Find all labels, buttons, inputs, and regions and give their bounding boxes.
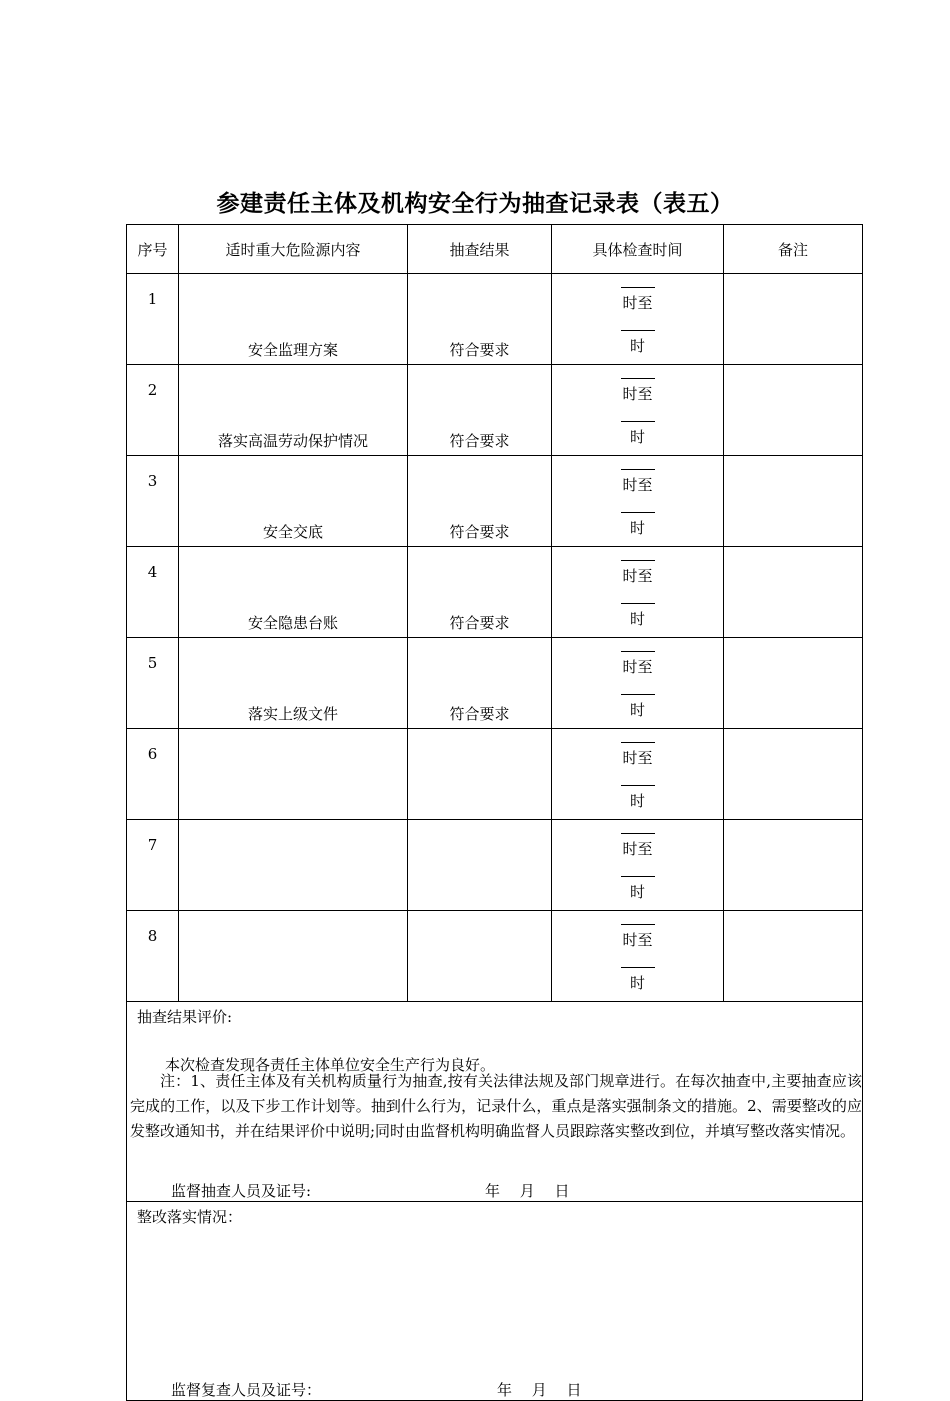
blank-line: [621, 821, 655, 834]
time-end: 时: [629, 792, 645, 810]
table-row: [127, 638, 863, 729]
row-time: [552, 274, 724, 365]
time-end: 时: [629, 519, 645, 537]
row-time: [552, 729, 724, 820]
table-row: [127, 547, 863, 638]
evaluation-signer-label: 监督抽查人员及证号:: [171, 1182, 312, 1200]
row-time: [552, 456, 724, 547]
blank-line: [621, 457, 655, 470]
blank-line: [621, 591, 655, 604]
row-result: [408, 729, 552, 820]
row-number-text: 1: [147, 290, 158, 308]
table-row: [127, 456, 863, 547]
footnote: 注：1、责任主体及有关机构质量行为抽查,按有关法律法规及部门规章进行。在每次抽查中,主要抽查应该完成的工作，以及下步工作计划等。抽到什么行为，记录什么，重点是落实强制条文的措施。2、需要整改的应发整改通知书，并在结果评价中说明;同时由监督机构明确监督人员跟踪落实整改到位，并填写整改落实情况。: [130, 1072, 862, 1140]
row-number: [127, 456, 179, 547]
row-remark: [724, 729, 863, 820]
row-number: [127, 820, 179, 911]
blank-line: [621, 500, 655, 513]
row-content-text: [179, 906, 407, 910]
table-row: [127, 729, 863, 820]
time-mid: 时至: [622, 658, 653, 676]
rectification-section: [127, 1202, 863, 1401]
row-remark: [724, 365, 863, 456]
row-time-text: [552, 911, 723, 1001]
time-mid: 时至: [622, 385, 653, 403]
blank-line: [621, 409, 655, 422]
table-row: [127, 820, 863, 911]
rectification-date: 年 月 日: [497, 1381, 582, 1399]
row-result-text: 符合要求: [449, 341, 510, 359]
row-number: [127, 547, 179, 638]
row-result-text: [408, 997, 551, 1001]
row-number-text: 8: [147, 927, 158, 945]
row-content-text: 安全监理方案: [247, 341, 338, 359]
blank-line: [621, 366, 655, 379]
evaluation-label: 抽查结果评价:: [137, 1008, 233, 1026]
row-result-text: 符合要求: [449, 523, 510, 541]
row-content-text: 安全交底: [262, 523, 323, 541]
row-remark: [724, 274, 863, 365]
row-content: [179, 729, 408, 820]
blank-line: [621, 548, 655, 561]
row-content-text: [179, 997, 407, 1001]
row-time-text: [552, 820, 723, 910]
blank-line: [621, 318, 655, 331]
row-content: [179, 365, 408, 456]
row-content: [179, 638, 408, 729]
row-time: [552, 547, 724, 638]
row-result: [408, 911, 552, 1002]
time-end: 时: [629, 883, 645, 901]
row-time-text: [552, 638, 723, 728]
row-result-text: 符合要求: [449, 614, 510, 632]
blank-line: [621, 275, 655, 288]
blank-line: [621, 864, 655, 877]
row-number: [127, 911, 179, 1002]
header-remark: 备注: [724, 225, 863, 274]
row-number-text: 6: [147, 745, 158, 763]
time-mid: 时至: [622, 294, 653, 312]
evaluation-body: 本次检查发现各责任主体单位安全生产行为良好。: [165, 1056, 496, 1074]
header-num: 序号: [127, 225, 179, 274]
row-time-text: [552, 365, 723, 455]
blank-line: [621, 912, 655, 925]
time-end: 时: [629, 610, 645, 628]
form-title: 参建责任主体及机构安全行为抽查记录表（表五）: [216, 190, 734, 217]
row-remark: [724, 820, 863, 911]
row-remark: [724, 911, 863, 1002]
blank-line: [621, 682, 655, 695]
row-remark: [724, 638, 863, 729]
row-number: [127, 729, 179, 820]
row-time-text: [552, 456, 723, 546]
row-time-text: [552, 729, 723, 819]
row-content: [179, 911, 408, 1002]
row-result-text: [408, 815, 551, 819]
row-content-text: 落实上级文件: [247, 705, 338, 723]
time-end: 时: [629, 701, 645, 719]
row-time-text: [552, 274, 723, 364]
row-time: [552, 911, 724, 1002]
row-result: [408, 274, 552, 365]
inspection-table: [126, 224, 863, 1401]
blank-line: [621, 730, 655, 743]
row-time-text: [552, 547, 723, 637]
time-end: 时: [629, 337, 645, 355]
blank-line: [621, 773, 655, 786]
row-content: [179, 274, 408, 365]
row-result: [408, 820, 552, 911]
rectification-label: 整改落实情况：: [137, 1208, 243, 1226]
time-mid: 时至: [622, 476, 653, 494]
row-content: [179, 547, 408, 638]
row-time: [552, 365, 724, 456]
row-time: [552, 638, 724, 729]
row-number-text: 2: [147, 381, 158, 399]
time-end: 时: [629, 428, 645, 446]
header-time: 具体检查时间: [552, 225, 724, 274]
row-number: [127, 638, 179, 729]
header-content: 适时重大危险源内容: [179, 225, 408, 274]
row-content-text: 落实高温劳动保护情况: [217, 432, 368, 450]
row-number-text: 3: [147, 472, 158, 490]
time-mid: 时至: [622, 840, 653, 858]
row-time: [552, 820, 724, 911]
blank-line: [621, 639, 655, 652]
row-remark: [724, 456, 863, 547]
time-mid: 时至: [622, 567, 653, 585]
table-row: [127, 274, 863, 365]
row-number-text: 4: [147, 563, 158, 581]
row-number-text: 7: [147, 836, 158, 854]
blank-line: [621, 955, 655, 968]
header-result: 抽查结果: [408, 225, 552, 274]
row-content: [179, 820, 408, 911]
row-result: [408, 456, 552, 547]
table-row: [127, 911, 863, 1002]
row-number: [127, 365, 179, 456]
table-header-row: [127, 225, 863, 274]
rectification-signer-label: 监督复查人员及证号：: [171, 1381, 322, 1399]
row-content-text: [179, 815, 407, 819]
row-content-text: 安全隐患台账: [247, 614, 338, 632]
row-remark: [724, 547, 863, 638]
time-mid: 时至: [622, 749, 653, 767]
row-number-text: 5: [147, 654, 158, 672]
row-number: [127, 274, 179, 365]
evaluation-date: 年 月 日: [485, 1182, 570, 1200]
time-mid: 时至: [622, 931, 653, 949]
row-result-text: [408, 906, 551, 910]
row-result: [408, 547, 552, 638]
row-result-text: 符合要求: [449, 432, 510, 450]
time-end: 时: [629, 974, 645, 992]
row-content: [179, 456, 408, 547]
row-result: [408, 365, 552, 456]
row-result: [408, 638, 552, 729]
table-row: [127, 365, 863, 456]
row-result-text: 符合要求: [449, 705, 510, 723]
